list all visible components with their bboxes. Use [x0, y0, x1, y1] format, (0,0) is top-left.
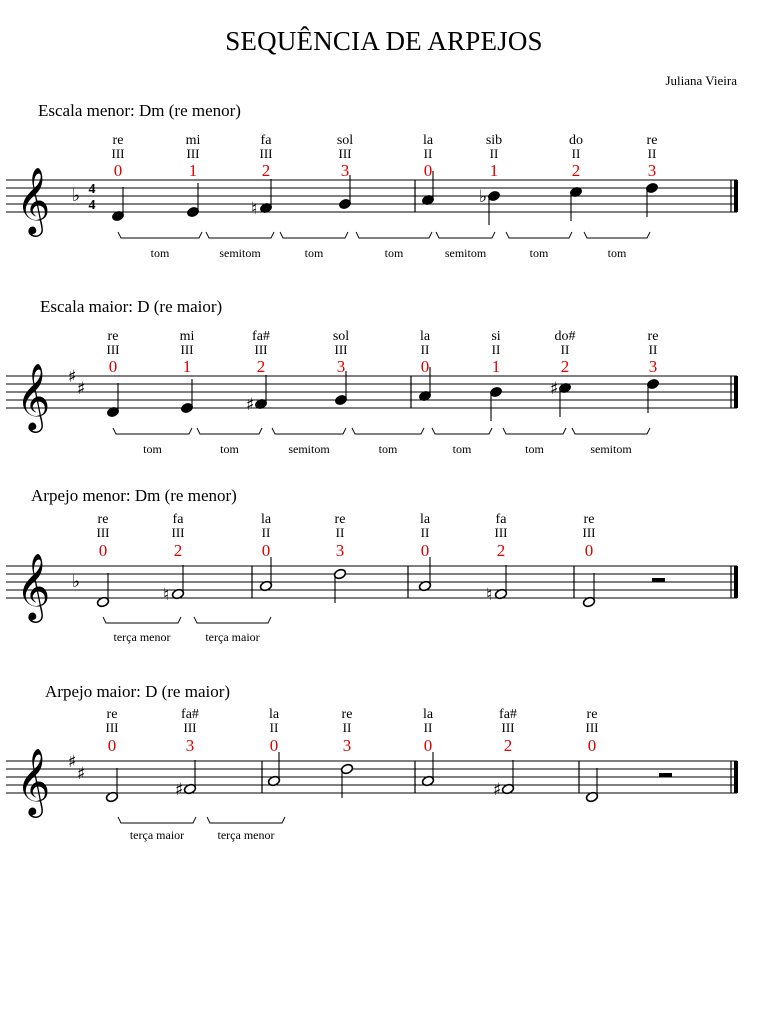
interval-label: terça menor	[217, 828, 275, 842]
final-bar-thick	[734, 566, 738, 598]
interval-bracket	[118, 232, 202, 238]
finger-number-label: 2	[256, 357, 266, 376]
note-name-label: la	[260, 512, 272, 527]
interval-bracket	[118, 817, 196, 823]
key-signature-sharp-icon: ♯	[68, 752, 77, 772]
finger-number-label: 3	[336, 357, 346, 376]
note-name-label: re	[583, 512, 595, 527]
string-number-label: II	[342, 720, 352, 735]
interval-label: terça menor	[113, 630, 171, 644]
note-name-label: re	[112, 133, 124, 148]
string-number-label: III	[334, 342, 348, 357]
string-number-label: II	[423, 720, 433, 735]
finger-number-label: 0	[108, 357, 118, 376]
time-signature-denominator: 4	[88, 198, 96, 213]
final-bar-thick	[734, 761, 738, 793]
finger-number-label: 0	[107, 736, 117, 755]
interval-bracket	[572, 428, 650, 434]
string-number-label: II	[261, 525, 271, 540]
accidental-icon: ♮	[486, 585, 493, 605]
finger-number-label: 3	[647, 161, 657, 180]
interval-bracket	[272, 428, 346, 434]
accidental-icon: ♮	[163, 585, 170, 605]
finger-number-label: 2	[503, 736, 513, 755]
finger-number-label: 3	[648, 357, 658, 376]
accidental-icon: ♮	[251, 199, 258, 219]
string-number-label: II	[647, 146, 657, 161]
treble-clef-icon: 𝄞	[16, 747, 51, 815]
string-number-label: III	[582, 525, 596, 540]
page-title: SEQUÊNCIA DE ARPEJOS	[225, 26, 543, 56]
key-signature-sharp-icon: ♯	[77, 379, 86, 399]
accidental-icon: ♯	[493, 780, 502, 800]
staff-system-minor-scale	[0, 120, 768, 280]
accidental-icon: ♭	[479, 187, 488, 207]
finger-number-label: 0	[113, 161, 123, 180]
string-number-label: II	[420, 525, 430, 540]
finger-number-label: 0	[423, 736, 433, 755]
note-name-label: do#	[554, 329, 576, 344]
note-name-label: si	[491, 329, 501, 344]
note-name-label: re	[647, 329, 659, 344]
string-number-label: III	[180, 342, 194, 357]
note-name-label: do	[569, 133, 583, 148]
string-number-label: II	[560, 342, 570, 357]
finger-number-label: 0	[269, 736, 279, 755]
finger-number-label: 0	[584, 541, 594, 560]
string-number-label: III	[105, 720, 119, 735]
string-number-label: II	[423, 146, 433, 161]
note-name-label: fa	[495, 512, 507, 527]
accidental-icon: ♯	[246, 395, 255, 415]
note-name-label: la	[419, 512, 431, 527]
finger-number-label: 0	[587, 736, 597, 755]
note-name-label: re	[97, 512, 109, 527]
string-number-label: III	[259, 146, 273, 161]
string-number-label: III	[585, 720, 599, 735]
composer-name: Juliana Vieira	[665, 73, 737, 88]
note-name-label: mi	[185, 133, 201, 148]
note-name-label: re	[586, 707, 598, 722]
interval-label: tom	[378, 442, 398, 456]
interval-label: tom	[607, 246, 627, 260]
interval-label: terça maior	[205, 630, 260, 644]
note-name-label: la	[422, 707, 434, 722]
note-name-label: fa#	[499, 707, 517, 722]
interval-bracket	[103, 617, 181, 623]
note-name-label: re	[107, 329, 119, 344]
interval-label: tom	[304, 246, 324, 260]
time-signature-numerator: 4	[88, 182, 96, 197]
string-number-label: II	[491, 342, 501, 357]
interval-label: semitom	[288, 442, 330, 456]
key-signature-flat-icon: ♭	[72, 186, 81, 206]
interval-label: tom	[220, 442, 239, 456]
interval-label: tom	[452, 442, 472, 456]
note-name-label: re	[341, 707, 353, 722]
finger-number-label: 0	[423, 161, 433, 180]
interval-label: tom	[529, 246, 549, 260]
note-name-label: sol	[332, 329, 350, 344]
accidental-icon: ♯	[550, 379, 559, 399]
string-number-label: II	[571, 146, 581, 161]
finger-number-label: 0	[420, 541, 430, 560]
note-name-label: la	[422, 133, 434, 148]
note-name-label: fa	[260, 133, 272, 148]
note-name-label: fa	[172, 512, 184, 527]
string-number-label: III	[338, 146, 352, 161]
string-number-label: III	[186, 146, 200, 161]
string-number-label: III	[494, 525, 508, 540]
note-name-label: sol	[336, 133, 354, 148]
finger-number-label: 0	[420, 357, 430, 376]
string-number-label: II	[420, 342, 430, 357]
interval-bracket	[352, 428, 424, 434]
finger-number-label: 1	[182, 357, 192, 376]
interval-bracket	[194, 617, 271, 623]
treble-clef-icon: 𝄞	[16, 552, 51, 620]
section-title-minor-arpeggio: Arpejo menor: Dm (re menor)	[31, 486, 237, 505]
finger-number-label: 3	[185, 736, 195, 755]
staff-system-minor-arpeggio	[0, 506, 768, 666]
note-name-label: fa#	[252, 329, 270, 344]
interval-bracket	[113, 428, 192, 434]
interval-label: tom	[150, 246, 170, 260]
interval-bracket	[206, 232, 274, 238]
string-number-label: III	[106, 342, 120, 357]
finger-number-label: 1	[491, 357, 501, 376]
treble-clef-icon: 𝄞	[16, 362, 51, 430]
interval-bracket	[503, 428, 566, 434]
string-number-label: II	[335, 525, 345, 540]
section-title-major-arpeggio: Arpejo maior: D (re maior)	[45, 682, 231, 701]
interval-bracket	[584, 232, 650, 238]
finger-number-label: 2	[173, 541, 183, 560]
accidental-icon: ♯	[175, 780, 184, 800]
finger-number-label: 1	[188, 161, 198, 180]
note-name-label: la	[268, 707, 280, 722]
interval-label: tom	[384, 246, 404, 260]
note-name-label: la	[419, 329, 431, 344]
finger-number-label: 3	[335, 541, 345, 560]
string-number-label: III	[96, 525, 110, 540]
finger-number-label: 3	[342, 736, 352, 755]
interval-label: semitom	[219, 246, 261, 260]
section-title-major-scale: Escala maior: D (re maior)	[40, 297, 223, 316]
string-number-label: II	[269, 720, 279, 735]
half-rest-icon	[659, 773, 672, 777]
note-name-label: re	[334, 512, 346, 527]
section-title-minor-scale: Escala menor: Dm (re menor)	[38, 101, 241, 120]
final-bar-thick	[734, 376, 738, 408]
staff-system-major-arpeggio	[0, 701, 768, 861]
half-rest-icon	[652, 578, 665, 582]
interval-bracket	[506, 232, 572, 238]
finger-number-label: 2	[571, 161, 581, 180]
finger-number-label: 2	[560, 357, 570, 376]
interval-bracket	[436, 232, 495, 238]
string-number-label: III	[501, 720, 515, 735]
note-name-label: fa#	[181, 707, 199, 722]
interval-label: tom	[143, 442, 162, 456]
interval-bracket	[280, 232, 348, 238]
finger-number-label: 1	[489, 161, 499, 180]
interval-label: semitom	[590, 442, 632, 456]
interval-bracket	[197, 428, 262, 434]
interval-label: terça maior	[129, 828, 185, 842]
interval-label: semitom	[444, 246, 487, 260]
key-signature-sharp-icon: ♯	[77, 764, 86, 784]
key-signature-flat-icon: ♭	[72, 572, 81, 592]
string-number-label: III	[183, 720, 197, 735]
string-number-label: III	[111, 146, 125, 161]
string-number-label: III	[254, 342, 268, 357]
note-name-label: sib	[485, 133, 503, 148]
finger-number-label: 0	[261, 541, 271, 560]
treble-clef-icon: 𝄞	[16, 166, 51, 234]
staff-system-major-scale	[0, 316, 768, 476]
note-name-label: re	[646, 133, 658, 148]
string-number-label: II	[489, 146, 499, 161]
string-number-label: III	[171, 525, 185, 540]
interval-bracket	[356, 232, 432, 238]
note-name-label: re	[106, 707, 118, 722]
interval-bracket	[432, 428, 492, 434]
interval-bracket	[207, 817, 285, 823]
interval-label: tom	[525, 442, 544, 456]
finger-number-label: 2	[261, 161, 271, 180]
finger-number-label: 2	[496, 541, 506, 560]
final-bar-thick	[734, 180, 738, 212]
key-signature-sharp-icon: ♯	[68, 367, 77, 387]
finger-number-label: 0	[98, 541, 108, 560]
finger-number-label: 3	[340, 161, 350, 180]
note-name-label: mi	[179, 329, 195, 344]
string-number-label: II	[648, 342, 658, 357]
